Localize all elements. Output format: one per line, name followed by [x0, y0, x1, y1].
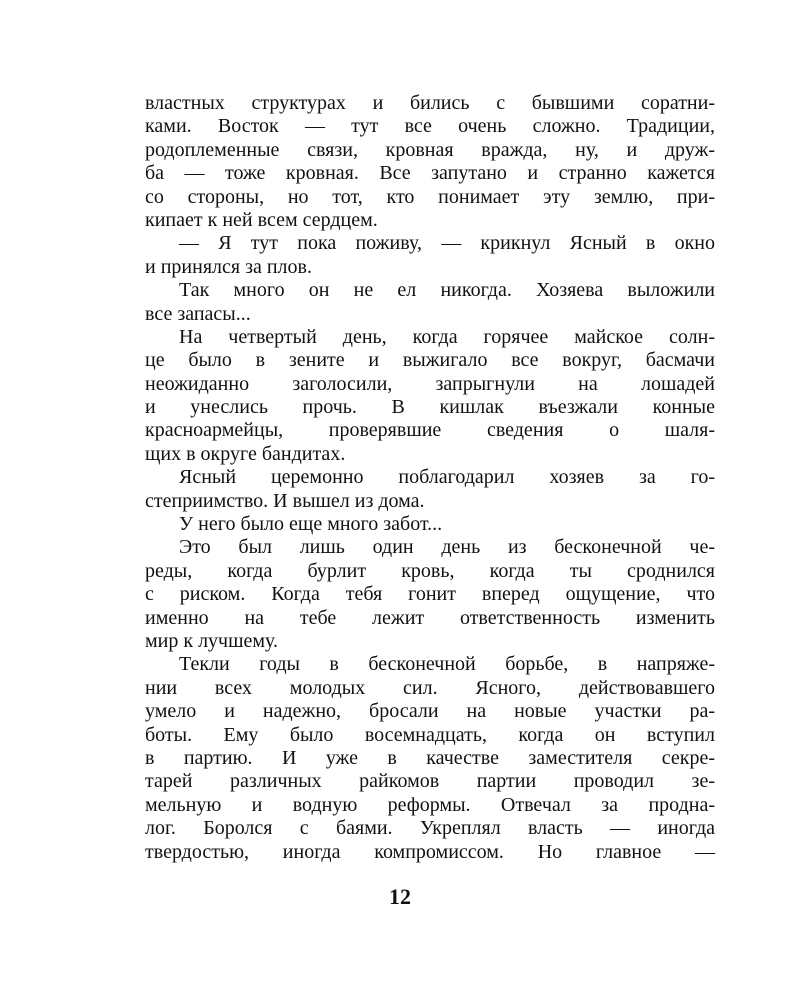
text-line: Это был лишь один день из бесконечной че-: [179, 536, 715, 559]
text-line: реды, когда бурлит кровь, когда ты сроднился: [145, 559, 715, 582]
text-line: нии всех молодых сил. Ясного, действовавшего: [145, 676, 715, 699]
text-line: твердостью, иногда компромиссом. Но главное —: [145, 840, 715, 863]
text-line: и принялся за плов.: [145, 255, 312, 278]
text-line: со стороны, но тот, кто понимает эту землю, при-: [145, 185, 715, 208]
text-line: с риском. Когда тебя гонит вперед ощущение, что: [145, 583, 715, 606]
text-line: красноармейцы, проверявшие сведения о шаля-: [145, 419, 715, 442]
text-line: кипает к ней всем сердцем.: [145, 208, 378, 231]
page-number: 12: [389, 884, 411, 909]
text-line: лог. Боролся с баями. Укреплял власть — иногда: [145, 817, 715, 840]
text-line: степриимство. И вышел из дома.: [145, 489, 425, 512]
text-line: Так много он не ел никогда. Хозяева выложили: [179, 279, 715, 302]
text-line: властных структурах и бились с бывшими соратни-: [145, 92, 715, 114]
text-line: умело и надежно, бросали на новые участки ра-: [145, 700, 715, 723]
text-line: щих в округе бандитах.: [145, 442, 346, 465]
text-line: Текли годы в бесконечной борьбе, в напряже-: [179, 653, 715, 676]
text-line: в партию. И уже в качестве заместителя секре-: [145, 746, 715, 769]
text-line: все запасы...: [145, 302, 251, 325]
text-line: родоплеменные связи, кровная вражда, ну, и друж-: [145, 138, 715, 161]
text-line: тарей различных райкомов партии проводил зе-: [145, 770, 715, 793]
text-line: боты. Ему было восемнадцать, когда он вступил: [145, 723, 715, 746]
text-line: це было в зените и выжигало все вокруг, басмачи: [145, 349, 715, 372]
text-line: ба — тоже кровная. Все запутано и странно кажется: [145, 162, 715, 185]
text-line: — Я тут пока поживу, — крикнул Ясный в окно: [179, 232, 715, 255]
body-text: [145, 92, 715, 864]
text-line: именно на тебе лежит ответственность изменить: [145, 606, 715, 629]
text-line: Ясный церемонно поблагодарил хозяев за го-: [179, 466, 715, 489]
text-line: На четвертый день, когда горячее майское солн-: [179, 325, 715, 348]
text-line: мельную и водную реформы. Отвечал за продна-: [145, 793, 715, 816]
text-line: и унеслись прочь. В кишлак въезжали конные: [145, 396, 715, 419]
text-line: У него было еще много забот...: [179, 513, 443, 536]
text-line: мир к лучшему.: [145, 629, 279, 652]
text-line: ками. Восток — тут все очень сложно. Традиции,: [145, 115, 715, 138]
text-line: неожиданно заголосили, запрыгнули на лошадей: [145, 372, 715, 395]
